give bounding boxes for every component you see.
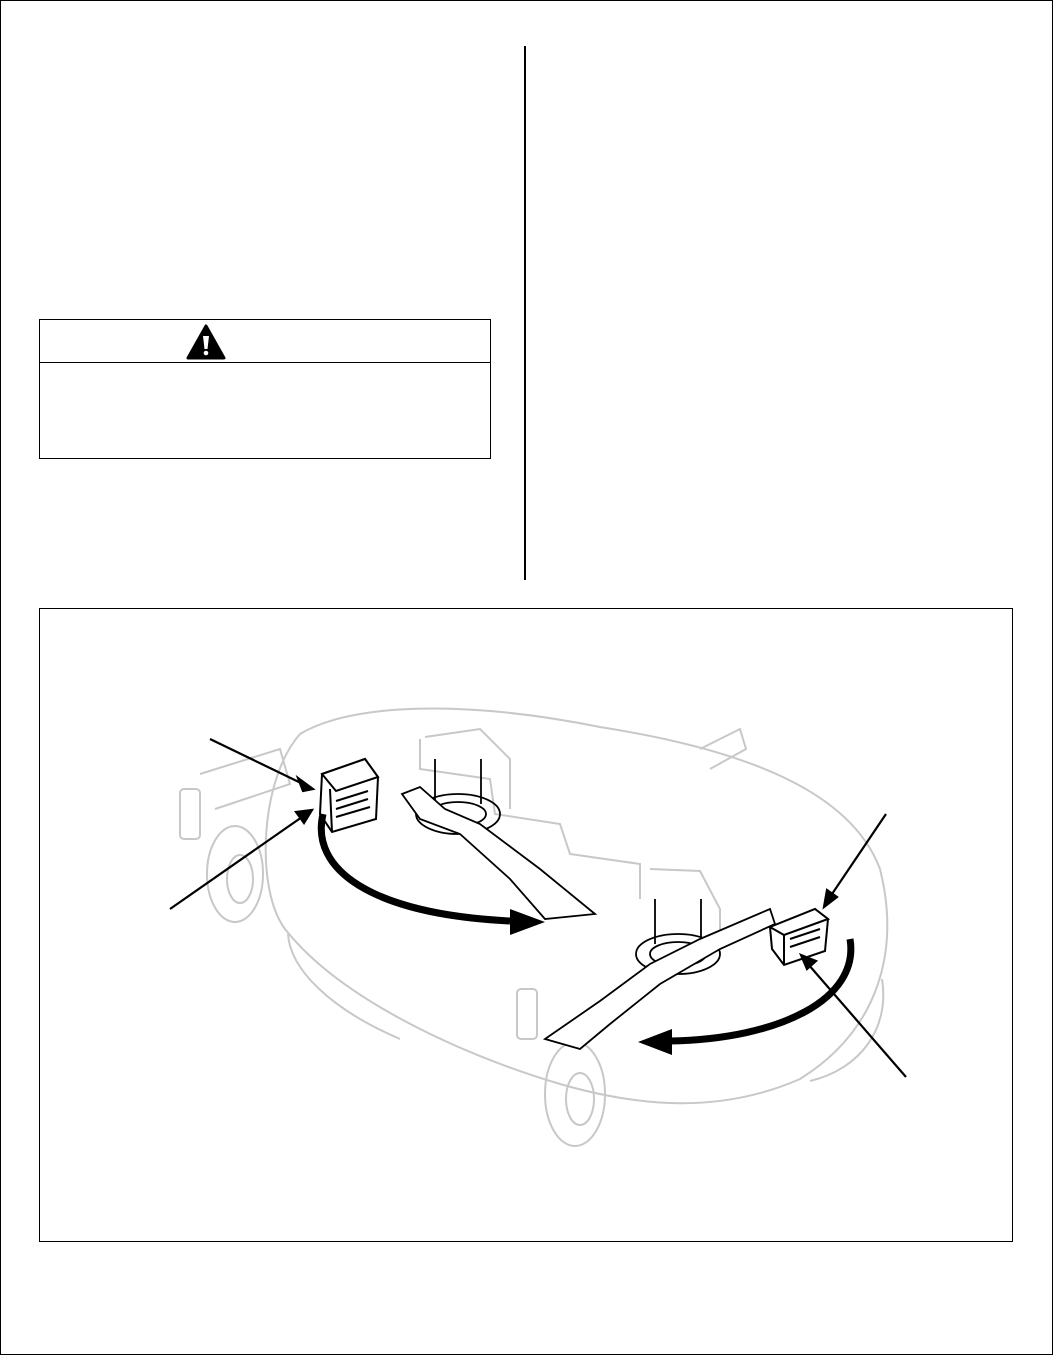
- warning-header: [40, 320, 490, 363]
- blade-icon: [402, 787, 595, 919]
- blade-guard-box: [770, 909, 828, 965]
- column-divider: [524, 46, 526, 580]
- caster-wheel-icon: [207, 826, 263, 922]
- warning-message: [40, 364, 490, 456]
- callout-arrow-icon: [170, 810, 312, 909]
- warning-box: [39, 319, 491, 459]
- figure-frame: [39, 608, 1013, 1242]
- blade-icon: [545, 909, 775, 1049]
- warning-triangle-icon: [186, 324, 226, 360]
- mower-deck-illustration: [40, 609, 1012, 1241]
- blade-guard-box: [320, 759, 378, 832]
